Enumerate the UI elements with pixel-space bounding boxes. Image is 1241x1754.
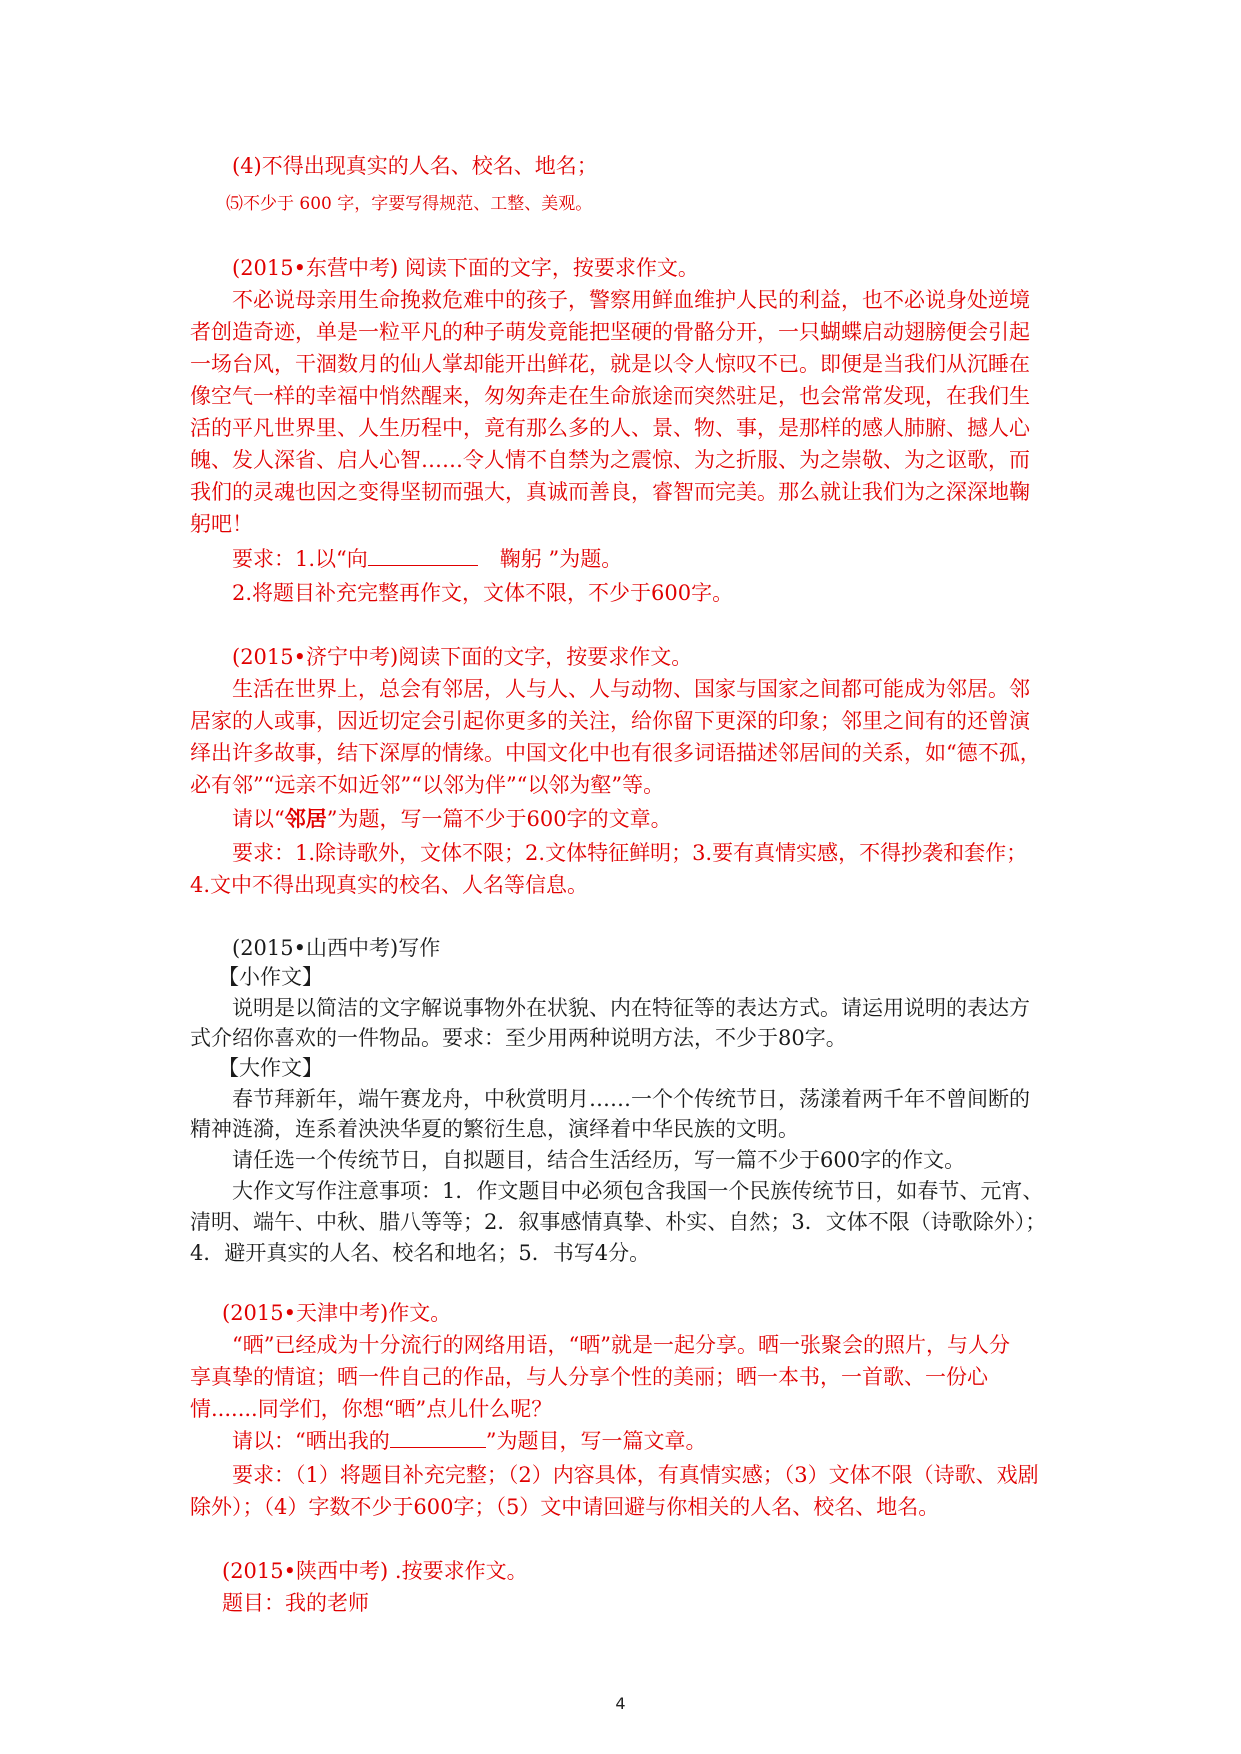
shaanxi-topic: 题目：我的老师	[222, 1591, 369, 1615]
prompt-suffix: ”为题，写一篇不少于600字的文章。	[326, 807, 672, 831]
tianjin-requirements-line: 除外）；（4）字数不少于600字；（5）文中请回避与你相关的人名、校名、地名。	[190, 1495, 940, 1519]
paragraph-line: 享真挚的情谊；晒一件自己的作品，与人分享个性的美丽；晒一本书，一首歌、一份心	[190, 1365, 988, 1389]
tianjin-prompt	[232, 1427, 707, 1455]
big-essay-title: 【大作文】	[218, 1056, 323, 1080]
dongying-heading: (2015•东营中考) 阅读下面的文字，按要求作文。	[232, 256, 699, 280]
dongying-requirement-2: 2.将题目补充完整再作文，文体不限，不少于600字。	[232, 581, 734, 605]
prompt-prefix: 请以：“晒出我的	[232, 1429, 390, 1453]
paragraph-line: 清明、端午、中秋、腊八等等；2．叙事感情真挚、朴实、自然；3．文体不限（诗歌除外）；	[190, 1210, 1047, 1234]
paragraph-line: 说明是以简洁的文字解说事物外在状貌、内在特征等的表达方式。请运用说明的表达方	[232, 996, 1030, 1020]
paragraph-line: 活的平凡世界里、人生历程中，竟有那么多的人、景、物、事，是那样的感人肺腑、撼人心	[190, 416, 1030, 440]
tianjin-requirements-line: 要求：（1）将题目补充完整；（2）内容具体，有真情实感；（3）文体不限（诗歌、戏剧	[232, 1463, 1039, 1487]
paragraph-line: 4．避开真实的人名、校名和地名；5．书写4分。	[190, 1241, 651, 1265]
paragraph-line: 绎出许多故事，结下深厚的情缘。中国文化中也有很多词语描述邻居间的关系，如“德不孤，	[190, 741, 1041, 765]
fill-in-blank	[390, 1427, 486, 1448]
jining-heading: (2015•济宁中考)阅读下面的文字，按要求作文。	[232, 645, 693, 669]
paragraph-line: “晒”已经成为十分流行的网络用语，“晒”就是一起分享。晒一张聚会的照片，与人分	[232, 1333, 1010, 1357]
shanxi-heading: (2015•山西中考)写作	[232, 936, 441, 960]
paragraph-line: 者创造奇迹，单是一粒平凡的种子萌发竟能把坚硬的骨骼分开，一只蝴蝶启动翅膀便会引起	[190, 320, 1030, 344]
paragraph-line: 大作文写作注意事项：1．作文题目中必须包含我国一个民族传统节日，如春节、元宵、	[232, 1179, 1044, 1203]
paragraph-line: 魄、发人深省、启人心智……令人情不自禁为之震惊、为之折服、为之崇敬、为之讴歌，而	[190, 448, 1030, 472]
paragraph-line: 式介绍你喜欢的一件物品。要求：至少用两种说明方法，不少于80字。	[190, 1026, 847, 1050]
requirement-item-5: ⑸不少于 600 字，字要写得规范、工整、美观。	[226, 194, 593, 214]
paragraph-line: 一场台风，干涸数月的仙人掌却能开出鲜花，就是以令人惊叹不已。即便是当我们从沉睡在	[190, 352, 1030, 376]
prompt-title: 邻居	[284, 806, 327, 831]
paragraph-line: 像空气一样的幸福中悄然醒来，匆匆奔走在生命旅途而突然驻足，也会常常发现，在我们生	[190, 384, 1030, 408]
paragraph-line: 精神涟漪，连系着泱泱华夏的繁衍生息，演绎着中华民族的文明。	[190, 1117, 799, 1141]
tianjin-heading: (2015•天津中考)作文。	[222, 1301, 452, 1325]
jining-requirements-line: 4.文中不得出现真实的校名、人名等信息。	[190, 873, 589, 897]
paragraph-line: 我们的灵魂也因之变得坚韧而强大，真诚而善良，睿智而完美。那么就让我们为之深深地鞠	[190, 480, 1030, 504]
requirement-prefix: 要求：1.以“向	[232, 547, 368, 571]
requirement-item-4: (4)不得出现真实的人名、校名、地名；	[232, 154, 598, 178]
small-essay-title: 【小作文】	[218, 965, 323, 989]
fill-in-blank	[368, 545, 478, 566]
paragraph-line: 情.......同学们，你想“晒”点儿什么呢？	[190, 1397, 553, 1421]
paragraph-line: 不必说母亲用生命挽救危难中的孩子，警察用鲜血维护人民的利益，也不必说身处逆境	[232, 288, 1030, 312]
paragraph-line: 生活在世界上，总会有邻居，人与人、人与动物、国家与国家之间都可能成为邻居。邻	[232, 677, 1030, 701]
jining-prompt	[232, 805, 672, 833]
paragraph-line: 居家的人或事，因近切定会引起你更多的关注，给你留下更深的印象；邻里之间有的还曾演	[190, 709, 1030, 733]
prompt-suffix: ”为题目，写一篇文章。	[485, 1429, 707, 1453]
paragraph-line: 春节拜新年，端午赛龙舟，中秋赏明月……一个个传统节日，荡漾着两千年不曾间断的	[232, 1087, 1030, 1111]
shaanxi-heading: (2015•陕西中考) .按要求作文。	[222, 1559, 528, 1583]
page-number: 4	[615, 1694, 626, 1713]
requirement-suffix: 鞠躬 ”为题。	[499, 547, 623, 571]
paragraph-line: 必有邻”“远亲不如近邻”“以邻为伴”“以邻为壑”等。	[190, 773, 665, 797]
paragraph-line: 躬吧！	[190, 512, 253, 536]
paragraph-line: 请任选一个传统节日，自拟题目，结合生活经历，写一篇不少于600字的作文。	[232, 1148, 966, 1172]
prompt-prefix: 请以“	[232, 807, 285, 831]
dongying-requirement-1	[232, 545, 622, 573]
jining-requirements-line: 要求：1.除诗歌外，文体不限；2.文体特征鲜明；3.要有真情实感，不得抄袭和套作；	[232, 841, 1028, 865]
